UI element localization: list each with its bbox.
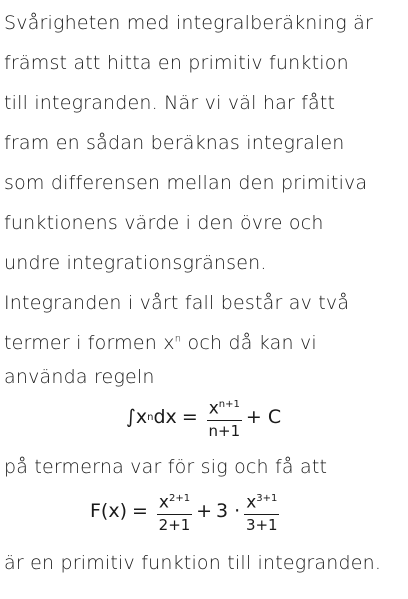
result-coefficient: 3 · [216, 500, 241, 523]
result-fraction-1 [157, 490, 192, 533]
rule-fraction-denominator: n+1 [208, 421, 241, 440]
rule-fraction-numerator [207, 396, 242, 418]
result-lhs: F(x) [90, 500, 127, 523]
result-plus: + [196, 500, 213, 523]
paragraph1-line7: undre integrationsgränsen. [4, 252, 267, 274]
result-fraction-2 [244, 490, 279, 533]
paragraph1-line3: till integranden. När vi väl har fått [4, 92, 336, 114]
result-fraction-1-denominator: 2+1 [158, 515, 191, 534]
rule-base: x [135, 406, 148, 429]
result-fraction-2-bar [244, 514, 279, 515]
primitive-function-formula [90, 490, 283, 533]
rule-dx: dx [153, 406, 177, 429]
paragraph2-line2-post: och då kan vi [181, 332, 317, 354]
rule-fraction-num-base: x [208, 398, 219, 419]
rule-equals: = [181, 406, 198, 429]
paragraph1-line5: som differensen mellan den primitiva [4, 172, 368, 194]
paragraph1-line4: fram en sådan beräknas integralen [4, 132, 345, 154]
paragraph3-line: på termerna var för sig och få att [4, 456, 328, 478]
result-fraction-1-num-base: x [158, 492, 169, 513]
integral-sign: ∫ [126, 406, 136, 429]
result-equals: = [132, 500, 148, 523]
result-fraction-2-numerator [244, 490, 279, 512]
paragraph1-line6: funktionens värde i den övre och [4, 212, 324, 234]
paragraph1-line2: främst att hitta en primitiv funktion [4, 52, 349, 74]
power-rule-formula [126, 396, 281, 439]
result-fraction-1-bar [157, 514, 192, 515]
result-fraction-2-denominator: 3+1 [245, 515, 278, 534]
result-fraction-2-num-exp: 3+1 [256, 493, 278, 504]
rule-plus-c: + C [245, 406, 282, 429]
result-fraction-1-numerator [157, 490, 192, 512]
rule-fraction-bar [207, 420, 242, 421]
result-fraction-1-num-exp: 2+1 [168, 493, 191, 504]
paragraph2-line1: Integranden i vårt fall består av två [4, 292, 350, 314]
paragraph2-line3: använda regeln [4, 366, 155, 388]
rule-fraction-num-exp: n+1 [218, 399, 240, 410]
paragraph1-line1: Svårigheten med integralberäkning är [4, 12, 373, 34]
paragraph4-line: är en primitiv funktion till integranden. [4, 552, 382, 574]
rule-fraction [207, 396, 242, 439]
paragraph2-line2-exponent: n [174, 333, 182, 345]
paragraph2-line2 [4, 332, 317, 354]
paragraph2-line2-pre: termer i formen x [4, 332, 175, 354]
result-fraction-2-num-base: x [246, 492, 257, 513]
rule-exponent: n [147, 411, 154, 423]
